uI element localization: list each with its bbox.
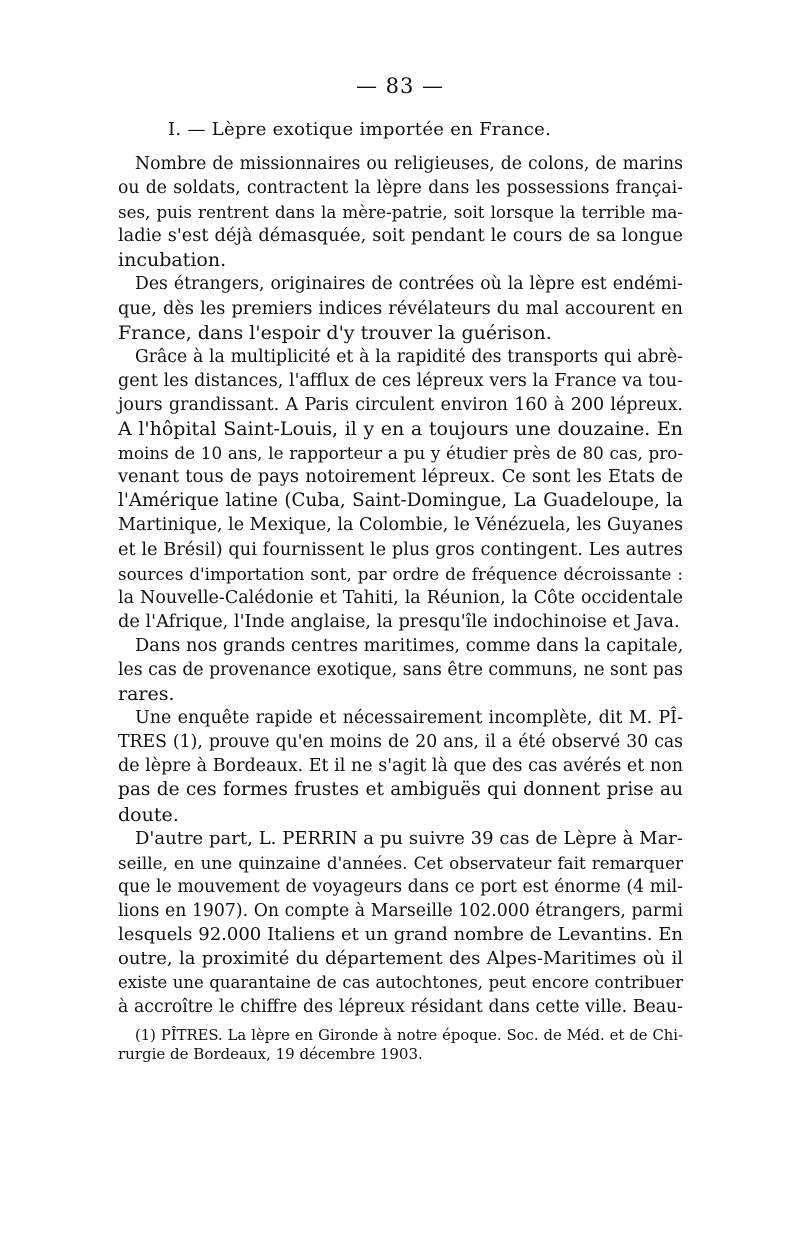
text-line: à accroître le chiffre des lépreux résidant dans cette ville. Beau- [118,997,683,1018]
footnote-line: rurgie de Bordeaux, 19 décembre 1903. [118,1045,423,1063]
text-line: jours grandissant. A Paris circulent environ 160 à 200 lépreux. [118,394,683,415]
footnotes [118,1026,683,1064]
text-line: de lèpre à Bordeaux. Et il ne s'agit là que des cas avérés et non [118,756,683,777]
text-line: D'autre part, L. PERRIN a pu suivre 39 cas de Lèpre à Mar- [135,827,683,849]
text-line: ses, puis rentrent dans la mère-patrie, soit lorsque la terrible ma- [118,202,683,223]
text-line: lions en 1907). On compte à Marseille 102.000 étrangers, parmi [118,900,683,921]
text-line: ladie s'est déjà démasquée, soit pendant le cours de sa longue [118,226,683,247]
text-line: Dans nos grands centres maritimes, comme dans la capitale, [135,635,684,656]
text-line: doute. [118,803,179,826]
text-line: incubation. [118,249,227,272]
text-line: que, dès les premiers indices révélateurs du mal accourent en [118,298,683,319]
text-line: ou de soldats, contractent la lèpre dans les possessions françai- [118,178,683,199]
body-text [118,152,683,1019]
text-line: pas de ces formes frustes et ambiguës qui donnent prise au [118,779,683,801]
text-line: Nombre de missionnaires ou religieuses, de colons, de marins [135,154,683,174]
page-number: — 83 — [355,74,445,98]
text-line: de l'Afrique, l'Inde anglaise, la presqu'île indochinoise et Java. [118,611,680,632]
text-line: sources d'importation sont, par ordre de fréquence décroissante : [118,563,683,584]
text-line: existe une quarantaine de cas autochtones, peut encore contribuer [118,973,683,993]
text-line: les cas de provenance exotique, sans être communs, ne sont pas [118,659,683,680]
footnote-line: (1) PÎTRES. La lèpre en Gironde à notre époque. Soc. de Méd. et de Chi- [135,1027,683,1044]
text-line: Martinique, le Mexique, la Colombie, le Vénézuela, les Guyanes [118,515,684,536]
text-line: seille, en une quinzaine d'années. Cet observateur fait remarquer [118,852,683,873]
text-line: rares. [118,683,175,706]
text-line: moins de 10 ans, le rapporteur a pu y étudier près de 80 cas, pro- [118,443,683,464]
text-line: Une enquête rapide et nécessairement incomplète, dit M. PÎ- [135,708,683,729]
text-line: TRES (1), prouve qu'en moins de 20 ans, il a été observé 30 cas [118,732,683,753]
text-line: l'Amérique latine (Cuba, Saint-Domingue, La Guadeloupe, la [118,490,683,512]
text-line: A l'hôpital Saint-Louis, il y en a toujours une douzaine. En [118,418,683,441]
section-heading: I. — Lèpre exotique importée en France. [168,119,552,140]
text-line: Des étrangers, originaires de contrées où la lèpre est endémi- [135,274,683,295]
text-line: et le Brésil) qui fournissent le plus gros contingent. Les autres [118,539,683,560]
text-line: que le mouvement de voyageurs dans ce port est énorme (4 mil- [118,876,683,897]
text-line: Grâce à la multiplicité et à la rapidité des transports qui abrè- [135,346,683,367]
text-line: gent les distances, l'afflux de ces lépreux vers la France va tou- [118,370,683,391]
text-line: outre, la proximité du département des Alpes-Maritimes où il [118,948,683,970]
text-line: venant tous de pays notoirement lépreux. Ce sont les Etats de [118,467,683,488]
text-line: lesquels 92.000 Italiens et un grand nombre de Levantins. En [118,924,683,945]
text-line: la Nouvelle-Calédonie et Tahiti, la Réunion, la Côte occidentale [118,587,683,608]
text-line: France, dans l'espoir d'y trouver la guérison. [118,321,552,344]
